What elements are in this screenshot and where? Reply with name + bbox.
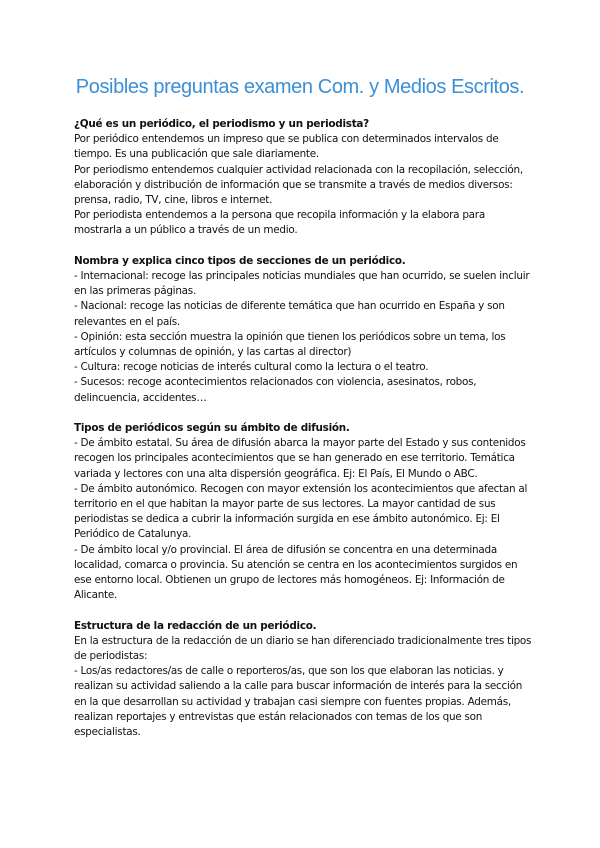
- paragraph: Por periodismo entendemos cualquier actividad relacionada con la recopilación, selección, elaboración y distribución de información que se transmite a través de medios diversos: prensa, radio, TV, cine, libros e internet.: [74, 163, 523, 207]
- section-heading: ¿Qué es un periódico, el periodismo y un periodista?: [74, 118, 369, 130]
- list-item: - Cultura: recoge noticias de interés cultural como la lectura o el teatro.: [74, 361, 429, 374]
- list-item: - De ámbito estatal. Su área de difusión abarca la mayor parte del Estado y sus contenidos recogen los principales acontecimientos que se han generado en ese territorio. Temática variada y lectores con una alta dispersión geográfica. Ej: El País, El Mundo o ABC.: [74, 437, 526, 480]
- section-definitions: [74, 117, 534, 239]
- section-heading: Nombra y explica cinco tipos de secciones de un periódico.: [74, 254, 406, 267]
- list-item: - Internacional: recoge las principales noticias mundiales que han ocurrido, se suelen incluir en las primeras páginas.: [74, 270, 530, 298]
- section-heading: Tipos de periódicos según su ámbito de difusión.: [74, 422, 350, 435]
- list-item: - Sucesos: recoge acontecimientos relacionados con violencia, asesinatos, robos, delincuencia, accidentes…: [74, 376, 477, 404]
- section-newsroom-structure: [74, 619, 534, 741]
- paragraph: Por periódico entendemos un impreso que se publica con determinados intervalos de tiempo. Es una publicación que sale diariamente.: [74, 133, 499, 161]
- list-item: - Los/as redactores/as de calle o reporteros/as, que son los que elaboran las noticias. y realizan su actividad saliendo a la calle para buscar información de interés para la sección en la que desarrollan su actividad y trabajan casi siempre con fuentes propias. Además, realizan reportajes y entrevistas que están relacionados con temas de los que son especialistas.: [74, 665, 523, 739]
- section-newspaper-types: [74, 421, 534, 603]
- paragraph: En la estructura de la redacción de un diario se han diferenciado tradicionalmente tres tipos de periodistas:: [74, 634, 532, 663]
- list-item: - De ámbito local y/o provincial. El área de difusión se concentra en una determinada localidad, comarca o provincia. Su atención se centra en los acontecimientos surgidos en ese entorno local. Obtienen un grupo de lectores más homogéneos. Ej: Información de Alicante.: [74, 543, 518, 602]
- list-item: - Opinión: esta sección muestra la opinión que tienen los periódicos sobre un tema, los artículos y columnas de opinión, y las cartas al director): [74, 330, 506, 359]
- section-newspaper-sections: [74, 254, 534, 406]
- paragraph: Por periodista entendemos a la persona que recopila información y la elabora para mostrarla a un público a través de un medio.: [74, 209, 485, 237]
- document-body: [74, 117, 534, 755]
- document-title: Posibles preguntas examen Com. y Medios Escritos.: [75, 76, 525, 98]
- list-item: - De ámbito autonómico. Recogen con mayor extensión los acontecimientos que afectan al territorio en el que habitan la mayor parte de sus lectores. La mayor cantidad de sus periodistas se dedica a cubrir la información surgida en ese ámbito autonómico. Ej: El Periódico de Catalunya.: [74, 482, 528, 541]
- section-heading: Estructura de la redacción de un periódico.: [74, 619, 317, 632]
- list-item: - Nacional: recoge las noticias de diferente temática que han ocurrido en España y son relevantes en el país.: [74, 300, 505, 328]
